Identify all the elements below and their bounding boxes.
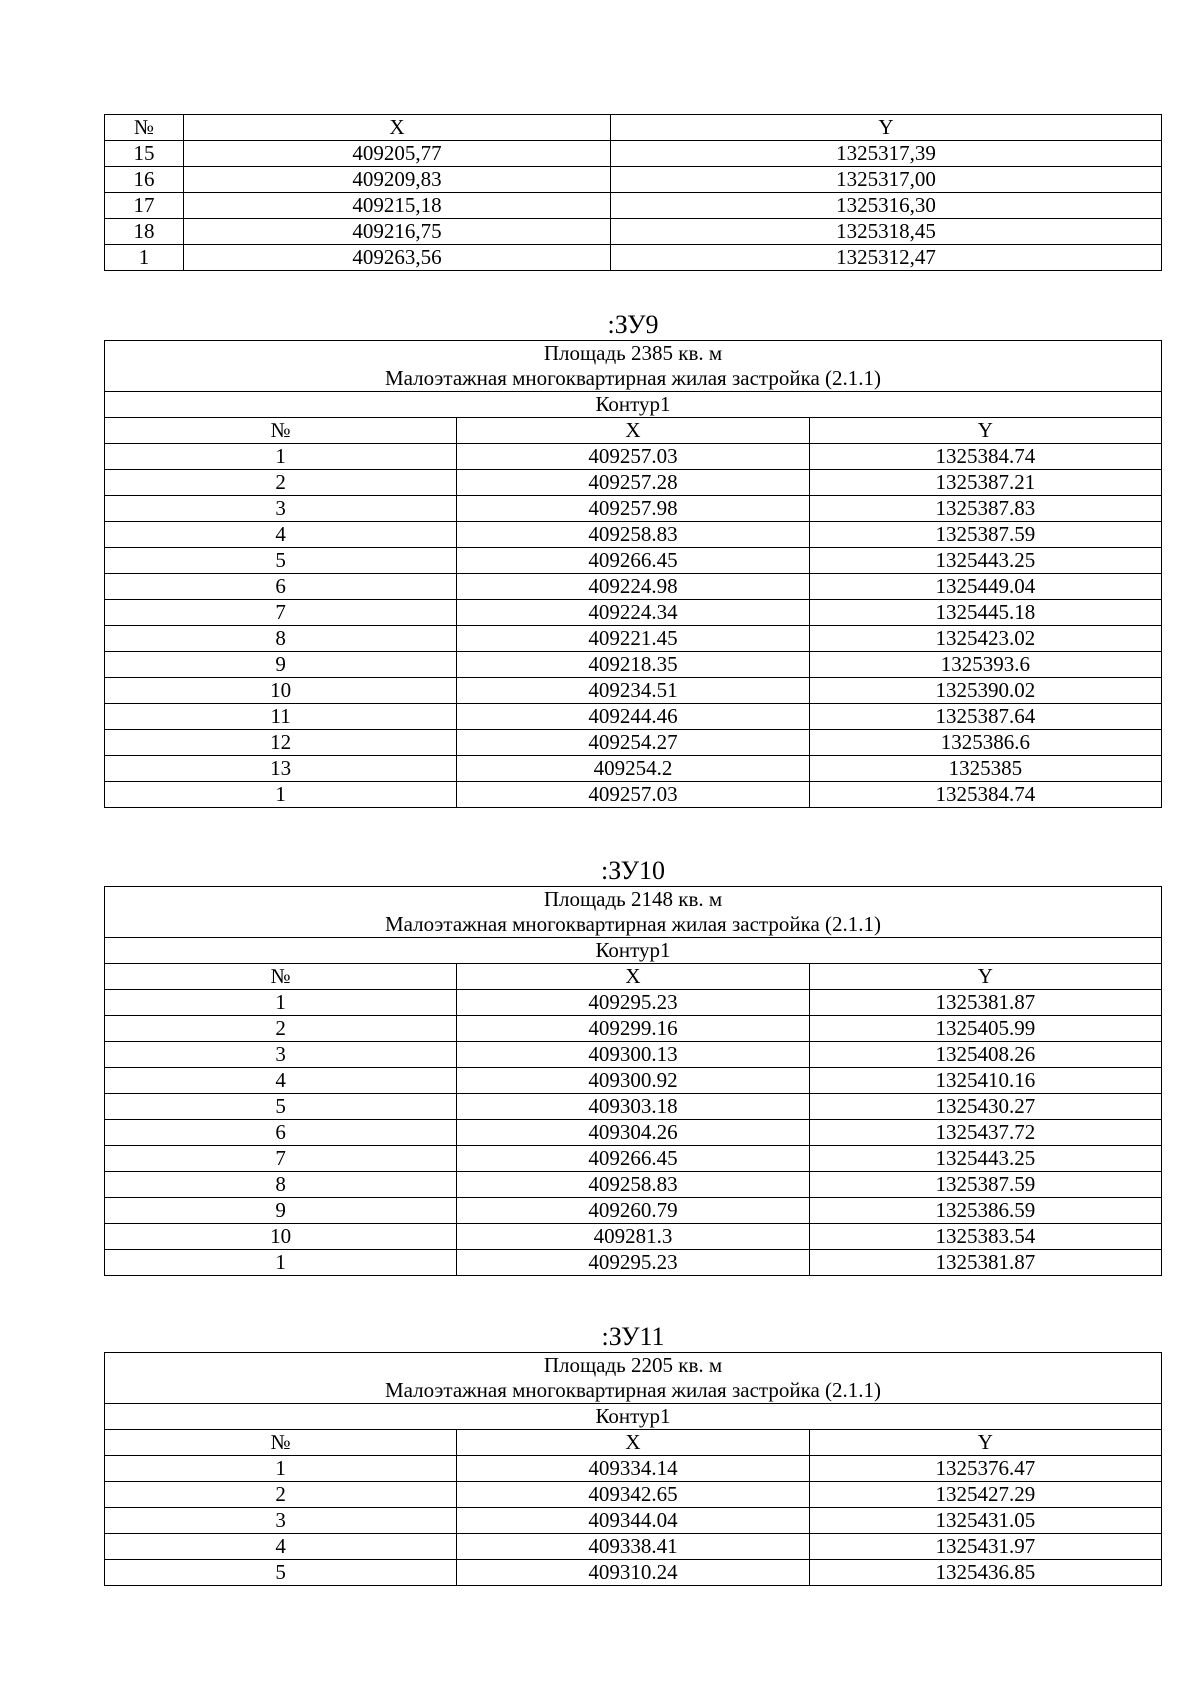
coord-x: 409258.83 (457, 1172, 809, 1198)
contour-row (105, 1404, 1162, 1430)
coord-x: 409257.03 (457, 444, 809, 470)
coord-x: 409258.83 (457, 522, 809, 548)
table-row (105, 1068, 1162, 1094)
point-number: 1 (105, 1250, 457, 1276)
table-row (105, 470, 1162, 496)
point-number: 1 (105, 245, 184, 271)
coord-x: 409254.2 (457, 756, 809, 782)
point-number: 16 (105, 167, 184, 193)
point-number: 9 (105, 652, 457, 678)
plot-contour: Контур1 (105, 938, 1162, 964)
table-row (105, 1120, 1162, 1146)
table-row (105, 1016, 1162, 1042)
coord-y: 1325386.6 (809, 730, 1161, 756)
coord-y: 1325385 (809, 756, 1161, 782)
table-row (105, 626, 1162, 652)
coord-x: 409338.41 (457, 1534, 809, 1560)
coord-x: 409215,18 (184, 193, 611, 219)
point-number: 7 (105, 1146, 457, 1172)
coord-y: 1325387.59 (809, 1172, 1161, 1198)
coord-x: 409310.24 (457, 1560, 809, 1586)
plot-area: Площадь 2205 кв. м (105, 1353, 1162, 1379)
point-number: 10 (105, 1224, 457, 1250)
header-y: Y (611, 115, 1162, 141)
coord-x: 409300.13 (457, 1042, 809, 1068)
plot-use: Малоэтажная многоквартирная жилая застройка (2.1.1) (105, 1378, 1162, 1404)
table-row (105, 1172, 1162, 1198)
coord-y: 1325390.02 (809, 678, 1161, 704)
coord-y: 1325443.25 (809, 548, 1161, 574)
table-row (105, 1250, 1162, 1276)
point-number: 6 (105, 574, 457, 600)
area-row (105, 1353, 1162, 1379)
point-number: 1 (105, 990, 457, 1016)
point-number: 2 (105, 470, 457, 496)
coord-y: 1325387.64 (809, 704, 1161, 730)
coord-y: 1325317,39 (611, 141, 1162, 167)
continuation-section (0, 114, 1162, 271)
table-row (105, 1508, 1162, 1534)
coord-y: 1325449.04 (809, 574, 1161, 600)
plot-table-body (105, 341, 1162, 808)
coord-y: 1325387.21 (809, 470, 1161, 496)
table-row (105, 652, 1162, 678)
coord-x: 409300.92 (457, 1068, 809, 1094)
table-row (105, 704, 1162, 730)
point-number: 8 (105, 1172, 457, 1198)
table-row (105, 730, 1162, 756)
coord-y: 1325431.05 (809, 1508, 1161, 1534)
table-row (105, 1198, 1162, 1224)
continuation-table-body (105, 115, 1162, 271)
coord-y: 1325423.02 (809, 626, 1161, 652)
table-header-row (105, 1430, 1162, 1456)
coord-x: 409342.65 (457, 1482, 809, 1508)
point-number: 4 (105, 1068, 457, 1094)
point-number: 2 (105, 1482, 457, 1508)
point-number: 7 (105, 600, 457, 626)
plot-section-zu10 (0, 856, 1162, 1276)
coord-x: 409263,56 (184, 245, 611, 271)
table-row (105, 141, 1162, 167)
coord-y: 1325427.29 (809, 1482, 1161, 1508)
point-number: 17 (105, 193, 184, 219)
coord-y: 1325387.59 (809, 522, 1161, 548)
point-number: 5 (105, 1094, 457, 1120)
point-number: 3 (105, 1042, 457, 1068)
point-number: 4 (105, 522, 457, 548)
coord-x: 409295.23 (457, 990, 809, 1016)
coord-x: 409266.45 (457, 548, 809, 574)
coord-x: 409254.27 (457, 730, 809, 756)
point-number: 13 (105, 756, 457, 782)
coord-x: 409221.45 (457, 626, 809, 652)
coord-x: 409244.46 (457, 704, 809, 730)
table-header-row (105, 115, 1162, 141)
coord-y: 1325430.27 (809, 1094, 1161, 1120)
coord-y: 1325436.85 (809, 1560, 1161, 1586)
table-header-row (105, 418, 1162, 444)
coord-x: 409260.79 (457, 1198, 809, 1224)
point-number: 6 (105, 1120, 457, 1146)
plot-area: Площадь 2148 кв. м (105, 887, 1162, 913)
header-number: № (105, 418, 457, 444)
point-number: 5 (105, 548, 457, 574)
coord-x: 409216,75 (184, 219, 611, 245)
table-row (105, 782, 1162, 808)
header-x: X (457, 418, 809, 444)
table-row (105, 1534, 1162, 1560)
plot-table (104, 340, 1162, 808)
coord-x: 409218.35 (457, 652, 809, 678)
table-row (105, 1146, 1162, 1172)
coord-x: 409304.26 (457, 1120, 809, 1146)
plot-section-zu9 (0, 310, 1162, 808)
point-number: 1 (105, 782, 457, 808)
coord-y: 1325381.87 (809, 1250, 1161, 1276)
table-row (105, 522, 1162, 548)
coord-x: 409224.34 (457, 600, 809, 626)
point-number: 15 (105, 141, 184, 167)
coord-x: 409209,83 (184, 167, 611, 193)
table-row (105, 756, 1162, 782)
coord-y: 1325443.25 (809, 1146, 1161, 1172)
table-row (105, 496, 1162, 522)
coord-y: 1325437.72 (809, 1120, 1161, 1146)
plot-title: :ЗУ9 (607, 310, 659, 339)
plot-contour: Контур1 (105, 392, 1162, 418)
plot-table-body (105, 1353, 1162, 1586)
table-row (105, 1224, 1162, 1250)
coord-x: 409281.3 (457, 1224, 809, 1250)
coord-x: 409295.23 (457, 1250, 809, 1276)
coord-x: 409334.14 (457, 1456, 809, 1482)
point-number: 4 (105, 1534, 457, 1560)
plot-table (104, 886, 1162, 1276)
plot-table-body (105, 887, 1162, 1276)
table-row (105, 574, 1162, 600)
coord-x: 409234.51 (457, 678, 809, 704)
point-number: 2 (105, 1016, 457, 1042)
coord-x: 409224.98 (457, 574, 809, 600)
point-number: 3 (105, 1508, 457, 1534)
plot-contour: Контур1 (105, 1404, 1162, 1430)
table-row (105, 1094, 1162, 1120)
coord-x: 409257.98 (457, 496, 809, 522)
table-row (105, 1560, 1162, 1586)
point-number: 9 (105, 1198, 457, 1224)
coord-y: 1325408.26 (809, 1042, 1161, 1068)
area-row (105, 887, 1162, 913)
table-row (105, 167, 1162, 193)
table-row (105, 245, 1162, 271)
header-number: № (105, 115, 184, 141)
point-number: 10 (105, 678, 457, 704)
point-number: 1 (105, 1456, 457, 1482)
header-x: X (184, 115, 611, 141)
point-number: 3 (105, 496, 457, 522)
header-x: X (457, 964, 809, 990)
coord-y: 1325318,45 (611, 219, 1162, 245)
coord-y: 1325384.74 (809, 444, 1161, 470)
coord-y: 1325445.18 (809, 600, 1161, 626)
coord-y: 1325387.83 (809, 496, 1161, 522)
header-y: Y (809, 1430, 1161, 1456)
table-row (105, 1456, 1162, 1482)
coord-x: 409205,77 (184, 141, 611, 167)
coord-x: 409344.04 (457, 1508, 809, 1534)
table-row (105, 678, 1162, 704)
point-number: 18 (105, 219, 184, 245)
contour-row (105, 938, 1162, 964)
table-row (105, 193, 1162, 219)
header-y: Y (809, 964, 1161, 990)
point-number: 11 (105, 704, 457, 730)
contour-row (105, 392, 1162, 418)
coord-x: 409266.45 (457, 1146, 809, 1172)
table-row (105, 1482, 1162, 1508)
plot-section-zu11 (0, 1322, 1162, 1586)
table-row (105, 600, 1162, 626)
coord-y: 1325405.99 (809, 1016, 1161, 1042)
coord-x: 409257.28 (457, 470, 809, 496)
plot-area: Площадь 2385 кв. м (105, 341, 1162, 367)
header-number: № (105, 1430, 457, 1456)
coord-y: 1325410.16 (809, 1068, 1161, 1094)
use-row (105, 912, 1162, 938)
continuation-table (104, 114, 1162, 271)
table-row (105, 219, 1162, 245)
plot-use: Малоэтажная многоквартирная жилая застройка (2.1.1) (105, 366, 1162, 392)
table-row (105, 548, 1162, 574)
coord-x: 409303.18 (457, 1094, 809, 1120)
coord-y: 1325376.47 (809, 1456, 1161, 1482)
coord-y: 1325393.6 (809, 652, 1161, 678)
table-row (105, 1042, 1162, 1068)
coord-x: 409257.03 (457, 782, 809, 808)
point-number: 8 (105, 626, 457, 652)
coord-y: 1325386.59 (809, 1198, 1161, 1224)
table-row (105, 990, 1162, 1016)
header-number: № (105, 964, 457, 990)
plot-title: :ЗУ10 (600, 856, 665, 885)
point-number: 1 (105, 444, 457, 470)
coord-y: 1325316,30 (611, 193, 1162, 219)
point-number: 5 (105, 1560, 457, 1586)
plot-title: :ЗУ11 (601, 1322, 665, 1351)
use-row (105, 366, 1162, 392)
coord-y: 1325312,47 (611, 245, 1162, 271)
table-row (105, 444, 1162, 470)
use-row (105, 1378, 1162, 1404)
table-header-row (105, 964, 1162, 990)
plot-table (104, 1352, 1162, 1586)
area-row (105, 341, 1162, 367)
coord-y: 1325384.74 (809, 782, 1161, 808)
coord-y: 1325431.97 (809, 1534, 1161, 1560)
coord-y: 1325381.87 (809, 990, 1161, 1016)
header-x: X (457, 1430, 809, 1456)
point-number: 12 (105, 730, 457, 756)
plot-use: Малоэтажная многоквартирная жилая застройка (2.1.1) (105, 912, 1162, 938)
coord-y: 1325317,00 (611, 167, 1162, 193)
coord-x: 409299.16 (457, 1016, 809, 1042)
header-y: Y (809, 418, 1161, 444)
coord-y: 1325383.54 (809, 1224, 1161, 1250)
